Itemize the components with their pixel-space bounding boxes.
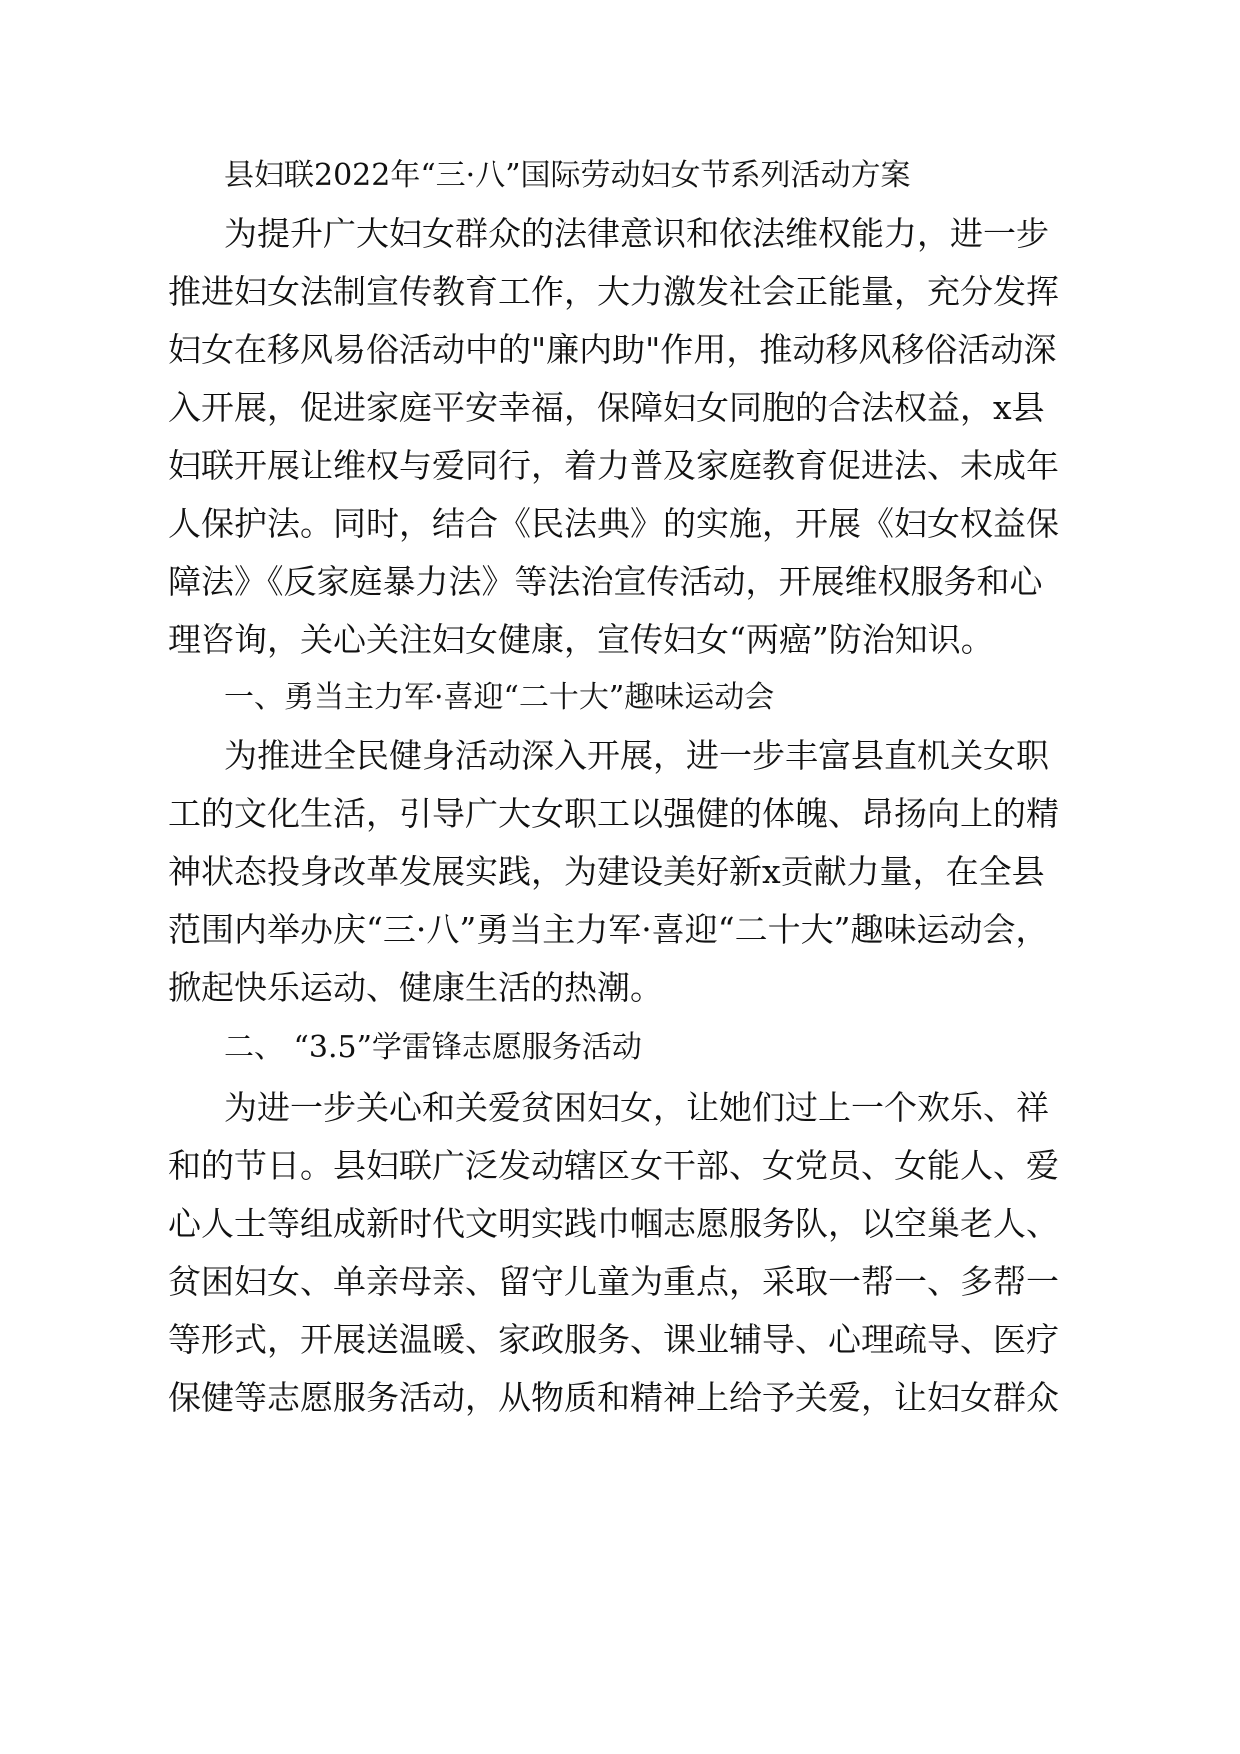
paragraph-line: 心人士等组成新时代文明实践巾帼志愿服务队，以空巢老人、 <box>168 1204 1059 1243</box>
paragraph-line: 保健等志愿服务活动，从物质和精神上给予关爱，让妇女群众 <box>168 1378 1059 1417</box>
paragraph-line: 妇联开展让维权与爱同行，着力普及家庭教育促进法、未成年 <box>168 446 1059 485</box>
section-heading-2: 二、 “3.5”学雷锋志愿服务活动 <box>224 1030 642 1065</box>
paragraph-line: 掀起快乐运动、健康生活的热潮。 <box>168 968 663 1007</box>
paragraph-line: 和的节日。县妇联广泛发动辖区女干部、女党员、女能人、爱 <box>168 1146 1059 1185</box>
paragraph-line: 等形式，开展送温暖、家政服务、课业辅导、心理疏导、医疗 <box>168 1320 1059 1359</box>
paragraph-line: 入开展，促进家庭平安幸福，保障妇女同胞的合法权益，x县 <box>168 388 1045 427</box>
paragraph-line: 神状态投身改革发展实践，为建设美好新x贡献力量，在全县 <box>168 852 1045 891</box>
paragraph-line: 为进一步关心和关爱贫困妇女，让她们过上一个欢乐、祥 <box>224 1088 1049 1127</box>
section-heading-1: 一、勇当主力军·喜迎“二十大”趣味运动会 <box>224 680 775 715</box>
paragraph-line: 妇女在移风易俗活动中的"廉内助"作用，推动移风移俗活动深 <box>168 330 1057 369</box>
paragraph-line: 推进妇女法制宣传教育工作，大力激发社会正能量，充分发挥 <box>168 272 1059 311</box>
paragraph-line: 人保护法。同时，结合《民法典》的实施，开展《妇女权益保 <box>168 504 1059 543</box>
paragraph-line: 工的文化生活，引导广大女职工以强健的体魄、昂扬向上的精 <box>168 794 1059 833</box>
paragraph-line: 障法》《反家庭暴力法》等法治宣传活动，开展维权服务和心 <box>168 562 1043 601</box>
paragraph-line: 范围内举办庆“三·八”勇当主力军·喜迎“二十大”趣味运动会， <box>168 910 1049 949</box>
paragraph-line: 贫困妇女、单亲母亲、留守儿童为重点，采取一帮一、多帮一 <box>168 1262 1059 1301</box>
paragraph-line: 为推进全民健身活动深入开展，进一步丰富县直机关女职 <box>224 736 1049 775</box>
paragraph-line: 为提升广大妇女群众的法律意识和依法维权能力，进一步 <box>224 214 1049 253</box>
paragraph-line: 理咨询，关心关注妇女健康，宣传妇女“两癌”防治知识。 <box>168 620 994 659</box>
document-title: 县妇联2022年“三·八”国际劳动妇女节系列活动方案 <box>224 158 911 193</box>
